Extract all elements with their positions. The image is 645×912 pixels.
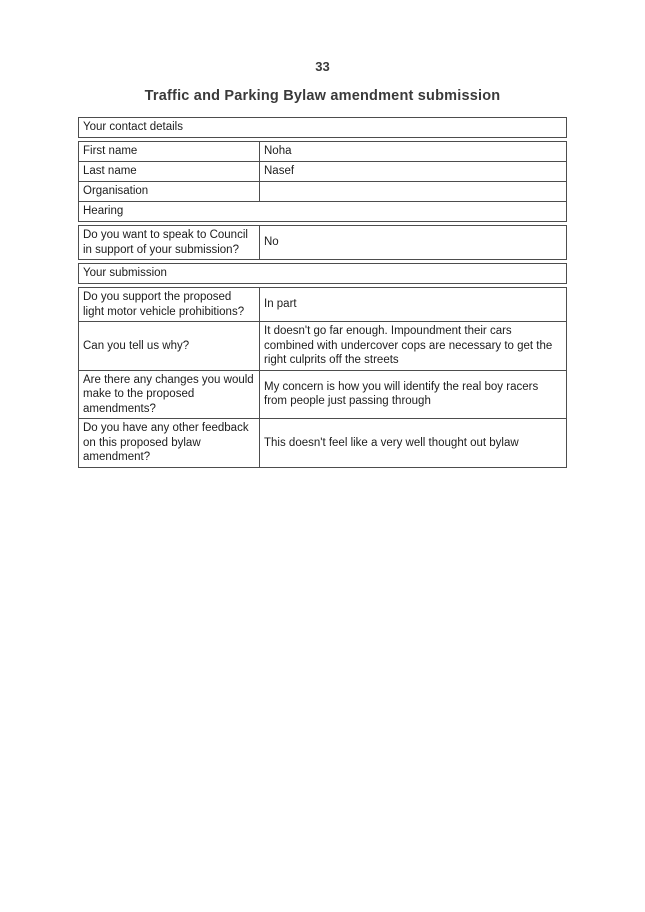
- speak-to-council-label: Do you want to speak to Council in support of your submission?: [79, 226, 260, 259]
- other-feedback-label: Do you have any other feedback on this proposed bylaw amendment?: [79, 419, 260, 467]
- speak-to-council-row: [79, 226, 566, 259]
- contact-fields-table: [78, 141, 567, 222]
- section-header-row: [79, 264, 566, 283]
- support-prohibitions-label: Do you support the proposed light motor vehicle prohibitions?: [79, 288, 260, 321]
- document-title: Traffic and Parking Bylaw amendment submission: [144, 88, 501, 104]
- section-header-row: [79, 118, 566, 137]
- support-prohibitions-value: In part: [264, 298, 297, 311]
- hearing-label: Hearing: [83, 205, 124, 218]
- speak-to-council-table: [78, 225, 567, 260]
- tell-us-why-label: Can you tell us why?: [79, 322, 260, 370]
- speak-to-council-value: No: [264, 236, 279, 249]
- contact-details-section-header: Your contact details: [83, 121, 183, 134]
- first-name-row: [79, 142, 566, 161]
- other-feedback-row: [79, 418, 566, 467]
- tell-us-why-row: [79, 321, 566, 370]
- first-name-label: First name: [79, 142, 260, 161]
- proposed-changes-row: [79, 370, 566, 419]
- support-prohibitions-row: [79, 288, 566, 321]
- contact-details-header-table: [78, 117, 567, 138]
- your-submission-section-header: Your submission: [83, 267, 167, 280]
- proposed-changes-value: My concern is how you will identify the real boy racers from people just passing through: [264, 380, 539, 408]
- first-name-value: Noha: [264, 145, 292, 158]
- last-name-label: Last name: [79, 162, 260, 181]
- your-submission-header-table: [78, 263, 567, 284]
- hearing-row: [79, 201, 566, 221]
- proposed-changes-label: Are there any changes you would make to the proposed amendments?: [79, 371, 260, 419]
- other-feedback-value: This doesn't feel like a very well thought out bylaw: [264, 436, 519, 449]
- last-name-row: [79, 161, 566, 181]
- submission-form: [78, 117, 567, 468]
- submission-fields-table: [78, 287, 567, 468]
- last-name-value: Nasef: [264, 165, 295, 178]
- tell-us-why-value: It doesn't go far enough. Impoundment their cars combined with undercover cops are necessary to get the right culprits off the streets: [264, 325, 553, 366]
- organisation-label: Organisation: [79, 182, 260, 201]
- page-number: 33: [315, 59, 330, 74]
- organisation-row: [79, 181, 566, 201]
- organisation-value: [260, 182, 566, 201]
